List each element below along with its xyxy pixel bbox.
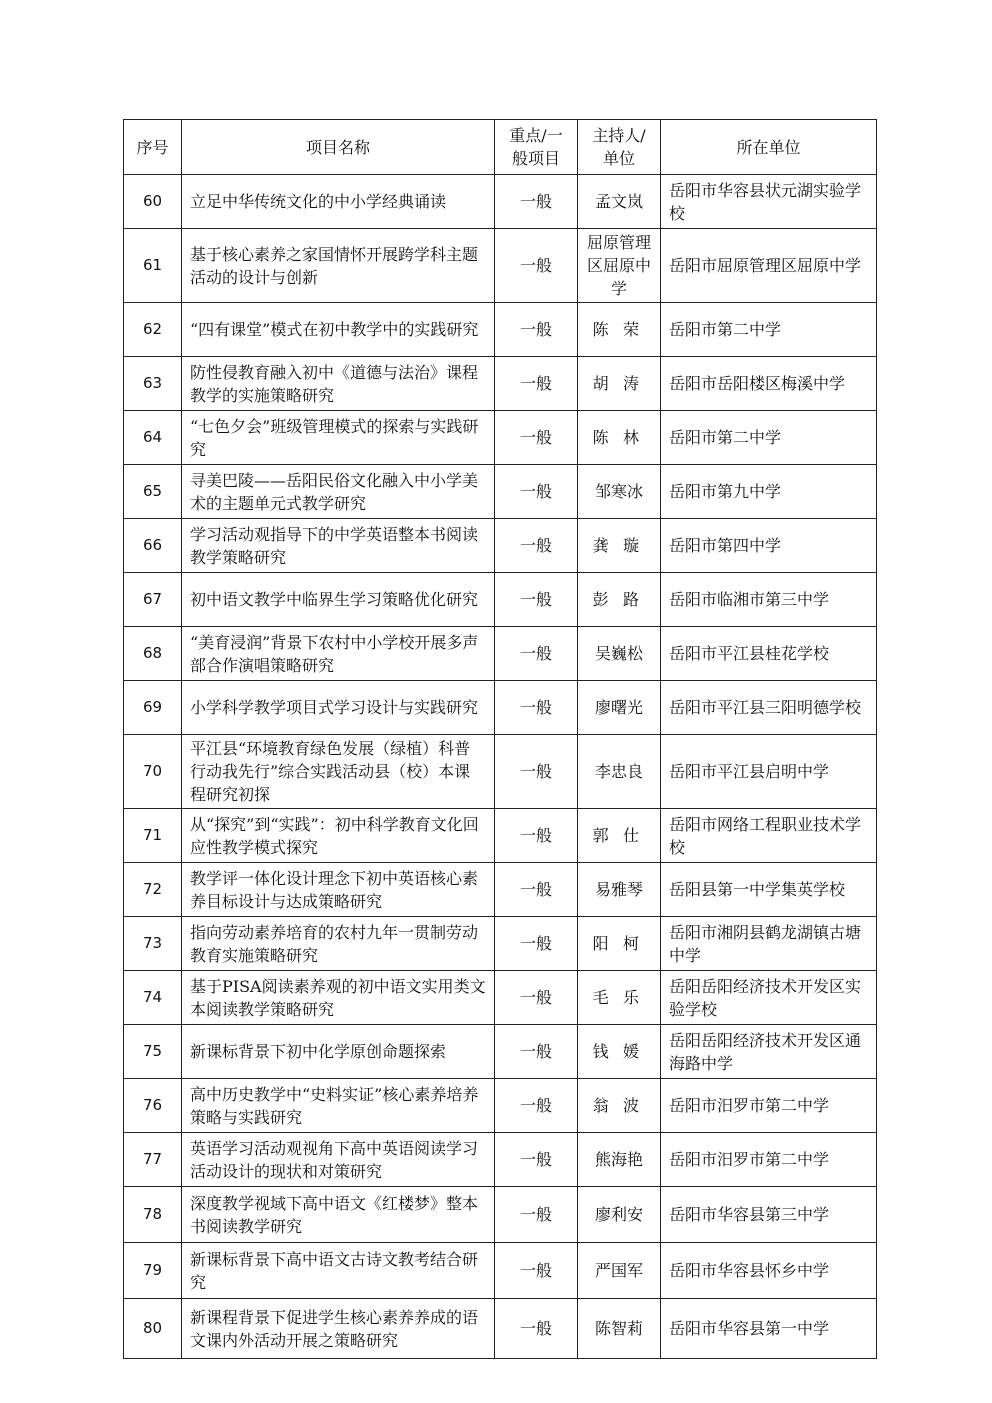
table-row — [124, 971, 877, 1025]
row-no: 62 — [124, 303, 182, 357]
row-project-name: 基于PISA阅读素养观的初中语文实用类文本阅读教学策略研究 — [182, 971, 495, 1025]
row-project-name: 寻美巴陵——岳阳民俗文化融入中小学美术的主题单元式教学研究 — [182, 465, 495, 519]
row-level: 一般 — [495, 1243, 578, 1299]
row-host: 李忠良 — [578, 735, 661, 809]
row-unit: 岳阳市第四中学 — [661, 519, 877, 573]
row-no: 75 — [124, 1025, 182, 1079]
table-row — [124, 1299, 877, 1359]
table-row — [124, 1025, 877, 1079]
row-unit: 岳阳市临湘市第三中学 — [661, 573, 877, 627]
row-project-name: 新课标背景下高中语文古诗文教考结合研究 — [182, 1243, 495, 1299]
row-no: 60 — [124, 175, 182, 229]
table-row — [124, 863, 877, 917]
row-level: 一般 — [495, 303, 578, 357]
table-row — [124, 917, 877, 971]
row-no: 78 — [124, 1187, 182, 1243]
row-host: 廖曙光 — [578, 681, 661, 735]
row-host: 翁波 — [578, 1079, 661, 1133]
table-row — [124, 1079, 877, 1133]
table-row — [124, 519, 877, 573]
row-host: 孟文岚 — [578, 175, 661, 229]
row-project-name: 学习活动观指导下的中学英语整本书阅读教学策略研究 — [182, 519, 495, 573]
table-row — [124, 1243, 877, 1299]
row-no: 73 — [124, 917, 182, 971]
row-project-name: 高中历史教学中“史料实证”核心素养培养策略与实践研究 — [182, 1079, 495, 1133]
row-level: 一般 — [495, 971, 578, 1025]
row-host: 彭路 — [578, 573, 661, 627]
table-header-row — [124, 120, 877, 175]
row-unit: 岳阳市华容县怀乡中学 — [661, 1243, 877, 1299]
row-unit: 岳阳市平江县三阳明德学校 — [661, 681, 877, 735]
row-no: 79 — [124, 1243, 182, 1299]
row-unit: 岳阳市第九中学 — [661, 465, 877, 519]
table-row — [124, 627, 877, 681]
row-host: 屈原管理区屈原中学 — [578, 229, 661, 303]
row-level: 一般 — [495, 863, 578, 917]
row-no: 63 — [124, 357, 182, 411]
row-level: 一般 — [495, 573, 578, 627]
row-host: 胡涛 — [578, 357, 661, 411]
row-unit: 岳阳岳阳经济技术开发区实验学校 — [661, 971, 877, 1025]
row-project-name: 英语学习活动观视角下高中英语阅读学习活动设计的现状和对策研究 — [182, 1133, 495, 1187]
table-row — [124, 229, 877, 303]
row-unit: 岳阳市汨罗市第二中学 — [661, 1079, 877, 1133]
row-project-name: “四有课堂”模式在初中教学中的实践研究 — [182, 303, 495, 357]
table-row — [124, 573, 877, 627]
row-no: 70 — [124, 735, 182, 809]
row-no: 76 — [124, 1079, 182, 1133]
row-host: 严国军 — [578, 1243, 661, 1299]
row-level: 一般 — [495, 175, 578, 229]
table-row — [124, 735, 877, 809]
row-host: 郭仕 — [578, 809, 661, 863]
row-level: 一般 — [495, 519, 578, 573]
row-project-name: 小学科学教学项目式学习设计与实践研究 — [182, 681, 495, 735]
row-project-name: 平江县“环境教育绿色发展（绿植）科普行动我先行”综合实践活动县（校）本课程研究初探 — [182, 735, 495, 809]
row-no: 71 — [124, 809, 182, 863]
row-no: 64 — [124, 411, 182, 465]
table-row — [124, 1133, 877, 1187]
row-level: 一般 — [495, 357, 578, 411]
row-no: 66 — [124, 519, 182, 573]
row-host: 吴巍松 — [578, 627, 661, 681]
row-no: 67 — [124, 573, 182, 627]
row-level: 一般 — [495, 917, 578, 971]
header-unit: 所在单位 — [661, 120, 877, 175]
row-level: 一般 — [495, 1025, 578, 1079]
row-no: 69 — [124, 681, 182, 735]
row-host: 毛乐 — [578, 971, 661, 1025]
row-level: 一般 — [495, 1133, 578, 1187]
row-host: 邹寒冰 — [578, 465, 661, 519]
row-project-name: 教学评一体化设计理念下初中英语核心素养目标设计与达成策略研究 — [182, 863, 495, 917]
row-host: 陈智莉 — [578, 1299, 661, 1359]
row-project-name: 立足中华传统文化的中小学经典诵读 — [182, 175, 495, 229]
table-row — [124, 175, 877, 229]
row-host: 钱媛 — [578, 1025, 661, 1079]
row-level: 一般 — [495, 809, 578, 863]
row-level: 一般 — [495, 681, 578, 735]
row-unit: 岳阳市第二中学 — [661, 303, 877, 357]
row-unit: 岳阳市华容县状元湖实验学校 — [661, 175, 877, 229]
header-level: 重点/一般项目 — [495, 120, 578, 175]
row-unit: 岳阳市湘阴县鹤龙湖镇古塘中学 — [661, 917, 877, 971]
row-project-name: 新课程背景下促进学生核心素养养成的语文课内外活动开展之策略研究 — [182, 1299, 495, 1359]
row-host: 陈荣 — [578, 303, 661, 357]
row-project-name: “美育浸润”背景下农村中小学校开展多声部合作演唱策略研究 — [182, 627, 495, 681]
table-row — [124, 465, 877, 519]
row-host: 廖利安 — [578, 1187, 661, 1243]
row-level: 一般 — [495, 229, 578, 303]
row-host: 龚璇 — [578, 519, 661, 573]
row-unit: 岳阳市岳阳楼区梅溪中学 — [661, 357, 877, 411]
row-unit: 岳阳市华容县第一中学 — [661, 1299, 877, 1359]
header-name: 项目名称 — [182, 120, 495, 175]
row-no: 68 — [124, 627, 182, 681]
row-level: 一般 — [495, 1187, 578, 1243]
row-no: 74 — [124, 971, 182, 1025]
row-level: 一般 — [495, 1079, 578, 1133]
row-no: 80 — [124, 1299, 182, 1359]
row-project-name: 基于核心素养之家国情怀开展跨学科主题活动的设计与创新 — [182, 229, 495, 303]
table-row — [124, 303, 877, 357]
row-project-name: “七色夕会”班级管理模式的探索与实践研究 — [182, 411, 495, 465]
row-host: 陈林 — [578, 411, 661, 465]
row-host: 阳柯 — [578, 917, 661, 971]
row-no: 65 — [124, 465, 182, 519]
row-project-name: 深度教学视域下高中语文《红楼梦》整本书阅读教学研究 — [182, 1187, 495, 1243]
row-project-name: 指向劳动素养培育的农村九年一贯制劳动教育实施策略研究 — [182, 917, 495, 971]
row-unit: 岳阳县第一中学集英学校 — [661, 863, 877, 917]
row-project-name: 从“探究”到“实践”：初中科学教育文化回应性教学模式探究 — [182, 809, 495, 863]
row-no: 77 — [124, 1133, 182, 1187]
row-unit: 岳阳岳阳经济技术开发区通海路中学 — [661, 1025, 877, 1079]
project-table — [123, 119, 877, 1359]
row-unit: 岳阳市网络工程职业技术学校 — [661, 809, 877, 863]
row-project-name: 初中语文教学中临界生学习策略优化研究 — [182, 573, 495, 627]
row-host: 熊海艳 — [578, 1133, 661, 1187]
row-unit: 岳阳市汨罗市第二中学 — [661, 1133, 877, 1187]
row-unit: 岳阳市平江县桂花学校 — [661, 627, 877, 681]
table-row — [124, 809, 877, 863]
row-level: 一般 — [495, 465, 578, 519]
table-row — [124, 357, 877, 411]
row-unit: 岳阳市第二中学 — [661, 411, 877, 465]
row-level: 一般 — [495, 1299, 578, 1359]
header-host: 主持人/单位 — [578, 120, 661, 175]
row-unit: 岳阳市屈原管理区屈原中学 — [661, 229, 877, 303]
row-host: 易雅琴 — [578, 863, 661, 917]
row-no: 72 — [124, 863, 182, 917]
row-level: 一般 — [495, 411, 578, 465]
row-level: 一般 — [495, 735, 578, 809]
row-project-name: 新课标背景下初中化学原创命题探索 — [182, 1025, 495, 1079]
row-no: 61 — [124, 229, 182, 303]
table-row — [124, 1187, 877, 1243]
row-level: 一般 — [495, 627, 578, 681]
table-row — [124, 411, 877, 465]
table-row — [124, 681, 877, 735]
row-project-name: 防性侵教育融入初中《道德与法治》课程教学的实施策略研究 — [182, 357, 495, 411]
row-unit: 岳阳市平江县启明中学 — [661, 735, 877, 809]
row-unit: 岳阳市华容县第三中学 — [661, 1187, 877, 1243]
header-no: 序号 — [124, 120, 182, 175]
